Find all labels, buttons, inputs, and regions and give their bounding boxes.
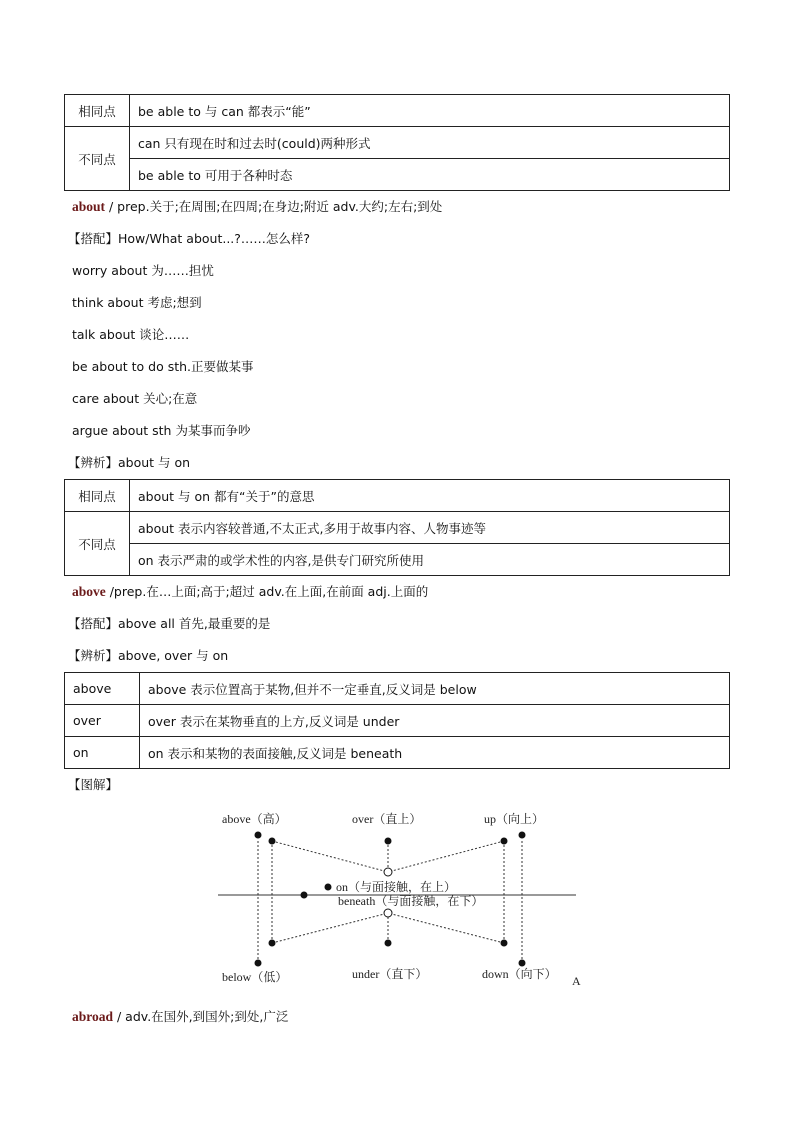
phrase-item: care about 关心;在意 xyxy=(72,391,198,406)
point-surface xyxy=(301,892,308,899)
row-text: over 表示在某物垂直的上方,反义词是 under xyxy=(140,705,730,737)
table-row xyxy=(65,512,730,544)
headword: abroad xyxy=(72,1009,114,1024)
point-down xyxy=(501,940,508,947)
center-point-lower xyxy=(384,909,392,917)
table-row xyxy=(65,159,730,191)
point-over xyxy=(385,838,392,845)
table-row xyxy=(65,705,730,737)
row-label: on xyxy=(65,737,140,769)
point-up xyxy=(501,838,508,845)
point-above-2 xyxy=(269,838,276,845)
point-on xyxy=(325,884,332,891)
same-point-text: be able to 与 can 都表示“能” xyxy=(130,95,730,127)
point-under xyxy=(385,940,392,947)
diff-point-label: 不同点 xyxy=(65,127,130,191)
table-row xyxy=(65,127,730,159)
collocation: 【搭配】above all 首先,最重要的是 xyxy=(68,616,271,631)
definition: /prep.在…上面;高于;超过 adv.在上面,在前面 adj.上面的 xyxy=(105,584,429,599)
link-line xyxy=(388,841,504,872)
link-line xyxy=(272,913,388,943)
label-under: under（直下） xyxy=(352,967,428,981)
label-down: down（向下） xyxy=(482,967,557,981)
definition: / prep.关于;在周围;在四周;在身边;附近 adv.大约;左右;到处 xyxy=(105,199,443,214)
phrase-item: worry about 为……担忧 xyxy=(72,263,214,278)
headword: about xyxy=(72,199,106,214)
row-text: on 表示和某物的表面接触,反义词是 beneath xyxy=(140,737,730,769)
diff-point-text: be able to 可用于各种时态 xyxy=(130,159,730,191)
definition: / adv.在国外,到国外;到处,广泛 xyxy=(113,1009,289,1024)
same-point-text: about 与 on 都有“关于”的意思 xyxy=(130,480,730,512)
diagram-heading: 【图解】 xyxy=(68,777,119,792)
link-line xyxy=(272,841,388,872)
point-down-2 xyxy=(519,960,526,967)
label-below: below（低） xyxy=(222,970,288,984)
label-above: above（高） xyxy=(222,812,287,826)
table-row xyxy=(65,737,730,769)
diagram-svg xyxy=(212,803,584,999)
label-on: on（与面接触，在上） xyxy=(336,880,457,894)
diff-point-label: 不同点 xyxy=(65,512,130,576)
diff-point-text: on 表示严肃的或学术性的内容,是供专门研究所使用 xyxy=(130,544,730,576)
headword: above xyxy=(72,584,106,599)
diff-point-text: about 表示内容较普通,不太正式,多用于故事内容、人物事迹等 xyxy=(130,512,730,544)
comparison-table-be-able-to-can xyxy=(64,94,730,191)
comparison-table-about-on xyxy=(64,479,730,576)
table-row xyxy=(65,95,730,127)
row-text: above 表示位置高于某物,但并不一定垂直,反义词是 below xyxy=(140,673,730,705)
same-point-label: 相同点 xyxy=(65,480,130,512)
label-corner: A xyxy=(572,974,581,988)
phrase-item: talk about 谈论…… xyxy=(72,327,190,342)
table-row xyxy=(65,480,730,512)
comparison-table-above-over-on xyxy=(64,672,730,769)
phrase-item: be about to do sth.正要做某事 xyxy=(72,359,254,374)
entry-abroad xyxy=(64,1001,730,1033)
entry-about xyxy=(64,191,730,223)
row-label: over xyxy=(65,705,140,737)
label-beneath: beneath（与面接触，在下） xyxy=(338,894,484,908)
phrase-item: think about 考虑;想到 xyxy=(72,295,202,310)
analysis-heading: 【辨析】about 与 on xyxy=(68,455,191,470)
table-row xyxy=(65,673,730,705)
collocation: 【搭配】How/What about...?……怎么样? xyxy=(68,231,311,246)
page-content xyxy=(64,94,730,1033)
point-up-2 xyxy=(519,832,526,839)
link-line xyxy=(388,913,504,943)
point-below xyxy=(255,960,262,967)
same-point-label: 相同点 xyxy=(65,95,130,127)
label-over: over（直上） xyxy=(352,812,422,826)
analysis-heading: 【辨析】above, over 与 on xyxy=(68,648,229,663)
table-row xyxy=(65,544,730,576)
point-below-2 xyxy=(269,940,276,947)
diff-point-text: can 只有现在时和过去时(could)两种形式 xyxy=(130,127,730,159)
center-point-upper xyxy=(384,868,392,876)
row-label: above xyxy=(65,673,140,705)
phrase-item: argue about sth 为某事而争吵 xyxy=(72,423,251,438)
label-up: up（向上） xyxy=(484,812,545,826)
point-above xyxy=(255,832,262,839)
entry-above xyxy=(64,576,730,608)
preposition-diagram xyxy=(64,803,730,1001)
